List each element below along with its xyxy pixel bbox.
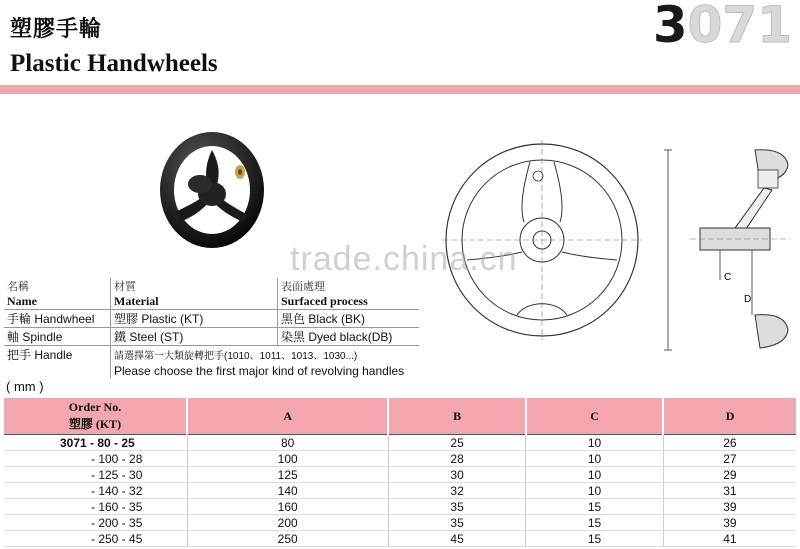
table-row — [4, 531, 796, 547]
cell-d: 39 — [663, 499, 796, 515]
spec-cell-name: 手輪 Handwheel — [4, 310, 111, 328]
table-row — [4, 467, 796, 483]
cell-b: 25 — [388, 435, 525, 451]
cell-b: 28 — [388, 451, 525, 467]
order-number: - 100 - 28 — [4, 451, 187, 467]
cell-a: 125 — [187, 467, 388, 483]
cell-b: 35 — [388, 515, 525, 531]
column-a-header: A — [187, 398, 388, 435]
handwheel-photo — [150, 120, 270, 250]
page-title: Plastic Handwheels — [10, 50, 218, 77]
table-row — [4, 515, 796, 531]
column-d-header: D — [663, 398, 796, 435]
spec-table — [4, 278, 419, 378]
product-code-prefix: 3 — [652, 0, 688, 54]
dimension-d-label: D — [744, 294, 752, 305]
spec-header-material: Material — [111, 294, 278, 310]
dimension-c-label: C — [724, 272, 732, 283]
order-number: 3071 - 80 - 25 — [4, 435, 187, 451]
cell-d: 31 — [663, 483, 796, 499]
spec-cell-process: 染黑 Dyed black(DB) — [278, 328, 420, 346]
spec-row — [4, 346, 419, 364]
order-number: - 125 - 30 — [4, 467, 187, 483]
spec-cell-material: 鐵 Steel (ST) — [111, 328, 278, 346]
cell-a: 140 — [187, 483, 388, 499]
product-code — [653, 0, 792, 54]
spec-cell-name: 軸 Spindle — [4, 328, 111, 346]
spec-cell-material: 請選擇第一大類旋轉把手(1010、1011、1013、1030...) — [111, 346, 420, 364]
spec-header-process: Surfaced process — [281, 294, 368, 308]
cell-c: 15 — [526, 515, 663, 531]
order-table-header — [4, 398, 796, 435]
cell-a: 160 — [187, 499, 388, 515]
column-b-header: B — [388, 398, 525, 435]
cell-c: 10 — [526, 483, 663, 499]
spec-note-row — [4, 363, 419, 378]
cell-d: 39 — [663, 515, 796, 531]
spec-header-zh-name: 名稱 — [4, 278, 111, 294]
order-number: - 200 - 35 — [4, 515, 187, 531]
unit-label: ( mm ) — [6, 379, 44, 394]
order-table — [4, 398, 796, 547]
cell-c: 10 — [526, 467, 663, 483]
cell-c: 10 — [526, 451, 663, 467]
table-row — [4, 435, 796, 451]
cell-b: 32 — [388, 483, 525, 499]
order-number: - 160 - 35 — [4, 499, 187, 515]
cell-d: 29 — [663, 467, 796, 483]
column-c-header: C — [526, 398, 663, 435]
cell-d: 41 — [663, 531, 796, 547]
spec-note: Please choose the first major kind of revolving handles — [114, 363, 405, 378]
page-title-chinese: 塑膠手輪 — [10, 16, 103, 41]
order-number: - 140 - 32 — [4, 483, 187, 499]
cell-d: 26 — [663, 435, 796, 451]
spec-header-zh-row — [4, 278, 419, 294]
cell-a: 200 — [187, 515, 388, 531]
spec-header-name: Name — [4, 294, 111, 310]
cell-a: 80 — [187, 435, 388, 451]
spec-cell-material: 塑膠 Plastic (KT) — [111, 310, 278, 328]
cell-d: 27 — [663, 451, 796, 467]
cell-c: 10 — [526, 435, 663, 451]
spec-row — [4, 328, 419, 346]
header-divider — [0, 85, 800, 94]
order-no-header-zh: 塑膠 (KT) — [68, 417, 122, 431]
cell-c: 15 — [526, 499, 663, 515]
spec-header-zh-material: 材質 — [111, 278, 278, 294]
order-no-header-en: Order No. — [68, 400, 122, 414]
table-row — [4, 499, 796, 515]
table-row — [4, 451, 796, 467]
table-row — [4, 483, 796, 499]
spec-cell-name: 把手 Handle — [4, 346, 111, 364]
cell-b: 30 — [388, 467, 525, 483]
cell-c: 15 — [526, 531, 663, 547]
order-number: - 250 - 45 — [4, 531, 187, 547]
spec-row — [4, 310, 419, 328]
cell-a: 250 — [187, 531, 388, 547]
product-code-suffix: 071 — [687, 0, 792, 54]
spec-header-zh-process: 表面處理 — [281, 281, 325, 293]
cell-b: 35 — [388, 499, 525, 515]
handwheel-side-section — [660, 140, 795, 360]
watermark-text: trade.china.cn — [290, 240, 518, 278]
cell-a: 100 — [187, 451, 388, 467]
order-no-header — [4, 398, 187, 435]
cell-b: 45 — [388, 531, 525, 547]
spec-header-row — [4, 294, 419, 310]
spec-cell-process: 黑色 Black (BK) — [278, 310, 420, 328]
